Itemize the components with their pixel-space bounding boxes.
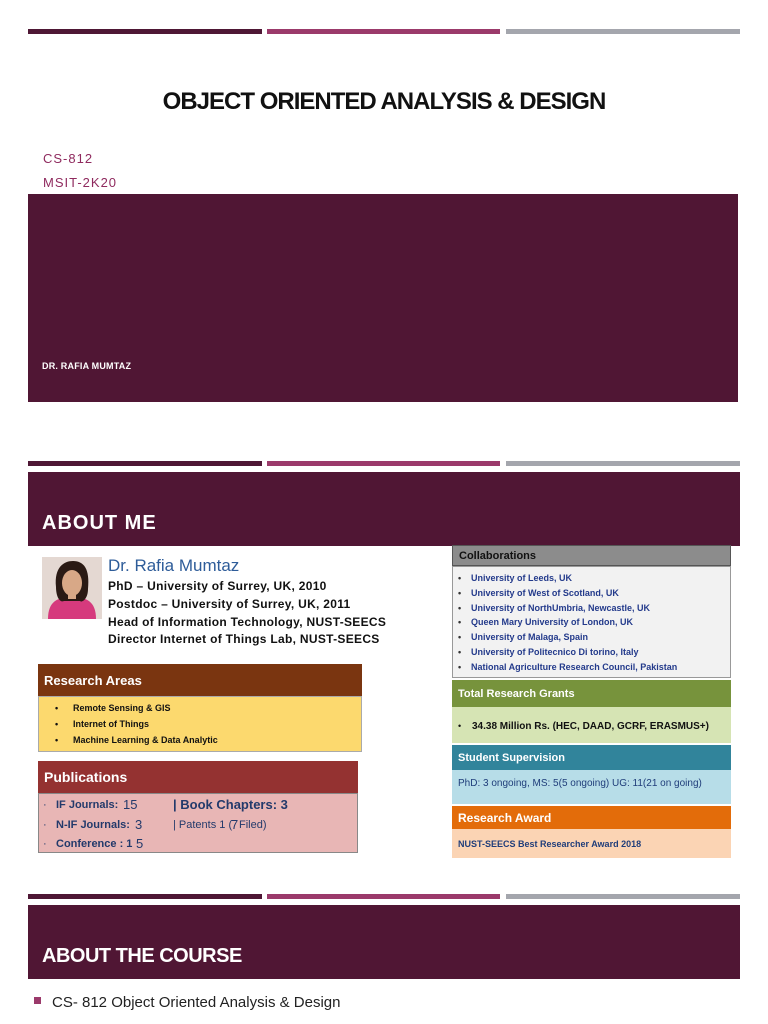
patents-suffix: Filed) bbox=[239, 819, 267, 831]
accent-bar-dark bbox=[28, 29, 262, 34]
bullet-dot: · bbox=[43, 838, 47, 850]
author-name: DR. RAFIA MUMTAZ bbox=[42, 361, 132, 371]
accent-bar-grey bbox=[506, 894, 740, 899]
grants-panel bbox=[452, 707, 731, 743]
about-course-header bbox=[28, 905, 740, 979]
if-journals-label: IF Journals: bbox=[56, 799, 119, 811]
if-journals-value: 15 bbox=[123, 797, 138, 812]
collaboration-item: • University of Malaga, Spain bbox=[471, 632, 588, 642]
profile-photo bbox=[42, 557, 102, 619]
about-me-heading: ABOUT ME bbox=[42, 512, 157, 534]
grants-title: Total Research Grants bbox=[452, 680, 731, 707]
bullet-dot: · bbox=[43, 799, 47, 811]
slide-title: OBJECT ORIENTED ANALYSIS & DESIGN bbox=[162, 88, 606, 115]
credential-line: Postdoc – University of Surrey, UK, 2011 bbox=[108, 597, 351, 611]
collaboration-item: • Queen Mary University of London, UK bbox=[471, 617, 633, 627]
award-title: Research Award bbox=[452, 806, 731, 829]
collaboration-item: • University of NorthUmbria, Newcastle, UK bbox=[471, 603, 650, 613]
research-area-item: • Remote Sensing & GIS bbox=[73, 703, 171, 713]
bullet-dot: · bbox=[43, 819, 47, 831]
accent-bar-dark bbox=[28, 894, 262, 899]
conference-label: Conference : 1 bbox=[56, 838, 133, 850]
book-chapters: | Book Chapters: 3 bbox=[173, 797, 288, 812]
research-area-item: • Internet of Things bbox=[73, 719, 149, 729]
course-code: CS-812 bbox=[43, 151, 94, 166]
publications-panel bbox=[38, 793, 358, 853]
credential-line: Head of Information Technology, NUST-SEECS bbox=[108, 615, 387, 629]
collaboration-item: • University of West of Scotland, UK bbox=[471, 588, 619, 598]
credential-line: Director Internet of Things Lab, NUST-SEECS bbox=[108, 632, 380, 646]
bullet-dot: • bbox=[458, 721, 462, 731]
credential-line: PhD – University of Surrey, UK, 2010 bbox=[108, 579, 327, 593]
accent-bar-magenta bbox=[267, 894, 500, 899]
conference-value: 5 bbox=[136, 836, 144, 851]
accent-bar-grey bbox=[506, 461, 740, 466]
supervision-title: Student Supervision bbox=[452, 745, 731, 770]
award-panel bbox=[452, 829, 731, 858]
award-value: NUST-SEECS Best Researcher Award 2018 bbox=[458, 839, 642, 849]
nif-journals-value: 3 bbox=[135, 817, 143, 832]
about-me-header bbox=[28, 472, 740, 546]
square-bullet-icon bbox=[34, 997, 41, 1004]
top-accent-bars bbox=[28, 29, 740, 35]
grants-value: 34.38 Million Rs. (HEC, DAAD, GCRF, ERASMUS+) bbox=[472, 721, 709, 732]
collaboration-item: • National Agriculture Research Council, Pakistan bbox=[471, 662, 677, 672]
program-code: MSIT-2K20 bbox=[43, 175, 118, 190]
research-areas-title: Research Areas bbox=[38, 664, 362, 696]
accent-bars-slide3 bbox=[28, 894, 740, 900]
accent-bars-slide2 bbox=[28, 461, 740, 467]
publications-title: Publications bbox=[38, 761, 358, 793]
accent-bar-grey bbox=[506, 29, 740, 34]
accent-bar-magenta bbox=[267, 461, 500, 466]
research-area-item: • Machine Learning & Data Analytic bbox=[73, 735, 218, 745]
course-list-item: CS- 812 Object Oriented Analysis & Design bbox=[52, 994, 341, 1011]
collaborations-title: Collaborations bbox=[452, 545, 731, 566]
collaboration-item: • University of Leeds, UK bbox=[471, 573, 572, 583]
patents-filed-value: 7 bbox=[231, 817, 239, 832]
collaboration-item: • University of Politecnico Di torino, Italy bbox=[471, 647, 639, 657]
accent-bar-dark bbox=[28, 461, 262, 466]
patents-label: | Patents 1 ( bbox=[173, 819, 233, 831]
profile-name: Dr. Rafia Mumtaz bbox=[108, 556, 240, 575]
title-banner bbox=[28, 194, 738, 402]
research-areas-list bbox=[38, 696, 362, 752]
accent-bar-magenta bbox=[267, 29, 500, 34]
supervision-panel bbox=[452, 770, 731, 804]
supervision-value: PhD: 3 ongoing, MS: 5(5 ongoing) UG: 11(21 on going) bbox=[458, 778, 702, 789]
collaborations-list bbox=[452, 566, 731, 678]
nif-journals-label: N-IF Journals: bbox=[56, 819, 130, 831]
about-course-heading: ABOUT THE COURSE bbox=[42, 945, 242, 967]
